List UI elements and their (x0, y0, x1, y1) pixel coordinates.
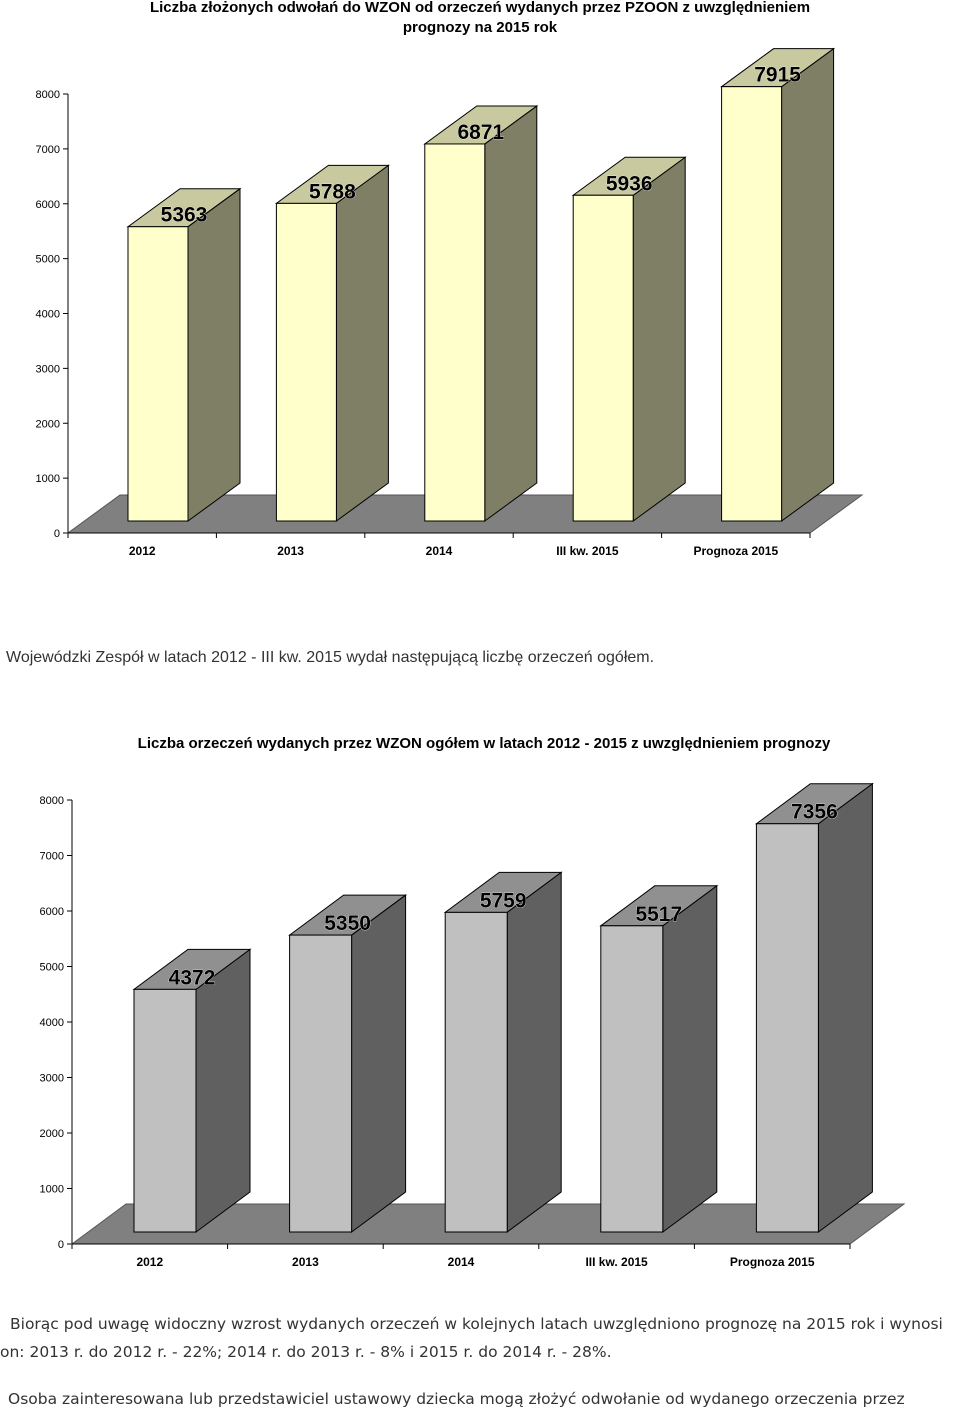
data-label: 7915 (754, 63, 801, 87)
data-label: 5759 (479, 889, 527, 913)
chart-title-line1: Liczba orzeczeń wydanych przez WZON ogółem w latach 2012 - 2015 z uwzględnieniem prognozy (137, 735, 831, 752)
y-tick-label: 7000 (35, 143, 60, 156)
bar-side (485, 106, 537, 521)
x-tick-label: 2014 (425, 544, 453, 558)
data-label: 5363 (160, 203, 208, 227)
bar (573, 195, 633, 521)
y-tick-label: 0 (57, 1239, 64, 1251)
data-label: 4372 (168, 966, 216, 990)
bar-side (663, 886, 717, 1232)
chart-title-line2: prognozy na 2015 rok (402, 19, 558, 36)
bar (128, 227, 188, 521)
chart-appeals (0, 0, 960, 600)
bar-side (633, 157, 685, 521)
data-label: 7356 (791, 800, 838, 824)
bar (425, 144, 485, 521)
paragraph-forecast-line2: on: 2013 r. do 2012 r. - 22%; 2014 r. do 2013 r. - 8% i 2015 r. do 2014 r. - 28%. (0, 1343, 612, 1361)
y-tick-label: 3000 (39, 1072, 64, 1085)
y-tick-label: 6000 (35, 198, 60, 211)
y-tick-label: 1000 (39, 1183, 64, 1196)
y-tick-label: 3000 (35, 363, 60, 376)
y-tick-label: 8000 (35, 89, 60, 101)
y-tick-label: 5000 (39, 961, 64, 974)
data-label: 5936 (605, 172, 653, 196)
y-tick-label: 8000 (39, 795, 64, 807)
y-tick-label: 7000 (39, 850, 64, 863)
paragraph-intro: Wojewódzki Zespół w latach 2012 - III kw. 2015 wydał następującą liczbę orzeczeń ogółem. (6, 649, 655, 666)
bar (722, 87, 782, 521)
x-tick-label: III kw. 2015 (556, 544, 619, 558)
x-tick-label: 2013 (292, 1255, 319, 1269)
chart-title-line1: Liczba złożonych odwołań do WZON od orzeczeń wydanych przez PZOON z uwzględnieniem (149, 0, 811, 16)
x-tick-label: 2012 (136, 1255, 164, 1269)
y-tick-label: 4000 (39, 1017, 64, 1029)
x-tick-label: Prognoza 2015 (729, 1255, 815, 1269)
bar-side (782, 49, 834, 521)
data-label: 6871 (457, 120, 505, 144)
bar-side (507, 872, 561, 1232)
bar-side (196, 949, 250, 1232)
data-label: 5517 (635, 902, 683, 926)
y-tick-label: 0 (53, 528, 60, 540)
bar (276, 203, 336, 521)
x-tick-label: 2013 (277, 544, 304, 558)
x-tick-label: 2012 (128, 544, 156, 558)
bar (601, 926, 663, 1232)
bar (290, 935, 352, 1232)
y-tick-label: 5000 (35, 253, 60, 266)
y-tick-label: 2000 (39, 1128, 64, 1140)
y-tick-label: 2000 (35, 418, 60, 431)
y-tick-label: 1000 (35, 473, 60, 486)
x-tick-label: III kw. 2015 (585, 1255, 648, 1269)
chart-canvas (0, 0, 960, 600)
bar-side (352, 895, 406, 1232)
x-tick-label: Prognoza 2015 (693, 544, 779, 558)
bar (445, 912, 507, 1232)
bar-side (336, 165, 388, 521)
bar (756, 824, 818, 1232)
data-label: 5788 (309, 180, 356, 204)
y-tick-label: 4000 (35, 308, 60, 321)
paragraph-appeal: Osoba zainteresowana lub przedstawiciel ustawowy dziecka mogą złożyć odwołanie od wydanego orzeczenia przez (8, 1390, 905, 1408)
bar-side (818, 784, 872, 1232)
paragraph-forecast-line1: Biorąc pod uwagę widoczny wzrost wydanych orzeczeń w kolejnych latach uwzględniono prognozę na 2015 rok i wynosi (10, 1315, 943, 1333)
data-label: 5350 (324, 912, 371, 936)
bar-side (188, 189, 240, 521)
bar (134, 989, 196, 1232)
chart-canvas (0, 720, 960, 1280)
chart-rulings-total (0, 720, 960, 1280)
y-tick-label: 6000 (39, 906, 64, 918)
x-tick-label: 2014 (447, 1255, 475, 1269)
